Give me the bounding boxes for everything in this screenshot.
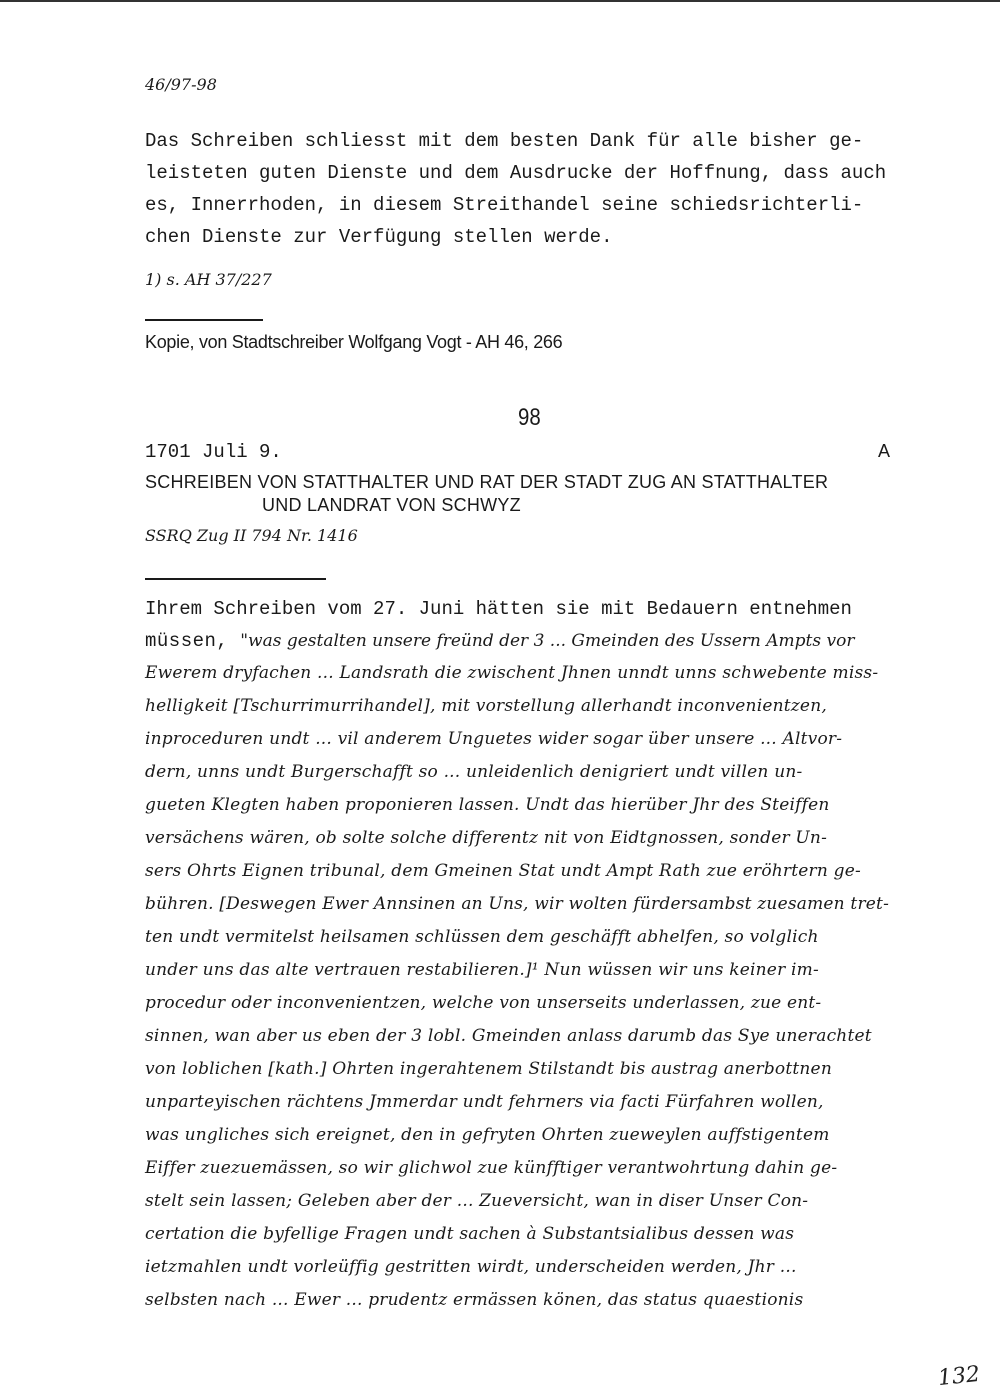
quote-line: certation die byfellige Fragen undt sachen à Substantsialibus dessen was [145,1224,795,1244]
quote-line: bühren. [Deswegen Ewer Annsinen an Uns, wir wolten fürdersambst zuesamen tret- [145,894,890,914]
body-line [145,630,854,652]
summary-line: Das Schreiben schliesst mit dem besten Dank für alle bisher ge- [145,130,864,152]
quote-line: selbsten nach ... Ewer ... prudentz ermässen könen, das status quaestionis [145,1290,804,1310]
page-top-border [0,0,1000,2]
quote-line: ietzmahlen undt vorleüffig gestritten wirdt, underscheiden werden, Jhr ... [145,1257,797,1277]
document-title: SCHREIBEN VON STATTHALTER UND RAT DER STADT ZUG AN STATTHALTER [145,472,829,492]
footnote: 1) s. AH 37/227 [145,270,272,289]
quote-line: versächens wären, ob solte solche differentz nit von Eidtgnossen, sonder Un- [145,828,828,848]
document-title: UND LANDRAT VON SCHWYZ [262,495,521,515]
quote-line: under uns das alte vertrauen restabilieren.]¹ Nun wüssen wir uns keiner im- [145,960,819,980]
quote-line: inproceduren undt ... vil anderem Unguetes wider sogar über unsere ... Altvor- [145,729,843,749]
summary-line: es, Innerrhoden, in diesem Streithandel seine schiedsrichterli- [145,194,864,216]
quote-line: helligkeit [Tschurrimurrihandel], mit vorstellung allerhandt inconvenientzen, [145,696,827,716]
summary-line: chen Dienste zur Verfügung stellen werde. [145,226,613,248]
quote-line: ten undt vermitelst heilsamen schlüssen dem geschäfft abhelfen, so volglich [145,927,819,947]
handwritten-folio-number: 132 [936,1361,982,1392]
document-date: 1701 Juli 9. [145,441,282,463]
source-note: Kopie, von Stadtschreiber Wolfgang Vogt - AH 46, 266 [145,332,563,352]
quote-line: stelt sein lassen; Geleben aber der ... Zueversicht, wan in diser Unser Con- [145,1191,809,1211]
quote-line: von loblichen [kath.] Ohrten ingerahtenem Stilstandt bis austrag anerbottnen [145,1059,832,1079]
header-divider [145,578,326,580]
body-line: Ihrem Schreiben vom 27. Juni hätten sie mit Bedauern entnehmen [145,598,852,620]
quote-line: unparteyischen rächtens Jmmerdar undt fehrners via facti Fürfahren wollen, [145,1092,824,1112]
quote-line: Eiffer zuezuemässen, so wir glichwol zue künfftiger verantwohrtung dahin ge- [145,1158,838,1178]
quote-line: dern, unns undt Burgerschafft so ... unleidenlich denigriert undt villen un- [145,762,803,782]
edition-reference: SSRQ Zug II 794 Nr. 1416 [145,526,358,545]
footnote-divider [145,319,263,321]
summary-line: leisteten guten Dienste und dem Ausdrucke der Hoffnung, dass auch [145,162,887,184]
quote-line: sinnen, wan aber us eben der 3 lobl. Gmeinden anlass darumb das Sye unerachtet [145,1026,872,1046]
quote-line: gueten Klegten haben proponieren lassen. Undt das hierüber Jhr des Steiffen [145,795,830,815]
quote-line: was ungliches sich ereignet, den in gefryten Ohrten zueweylen auffstigentem [145,1125,830,1145]
quote-line: Ewerem dryfachen ... Landsrath die zwischent Jhnen unndt unns schwebente miss- [145,663,879,683]
quote-text: "was gestalten unsere freünd der 3 ... Gmeinden des Ussern Ampts vor [240,631,855,651]
quote-line: procedur oder inconvenientzen, welche von unserseits underlassen, zue ent- [145,993,822,1013]
quote-line: sers Ohrts Eignen tribunal, dem Gmeinen Stat undt Ampt Rath zue eröhrtern ge- [145,861,861,881]
page-reference: 46/97-98 [145,75,217,94]
document-number: 98 [518,404,541,431]
document-marker: A [878,441,891,461]
body-text: müssen, [145,630,241,652]
